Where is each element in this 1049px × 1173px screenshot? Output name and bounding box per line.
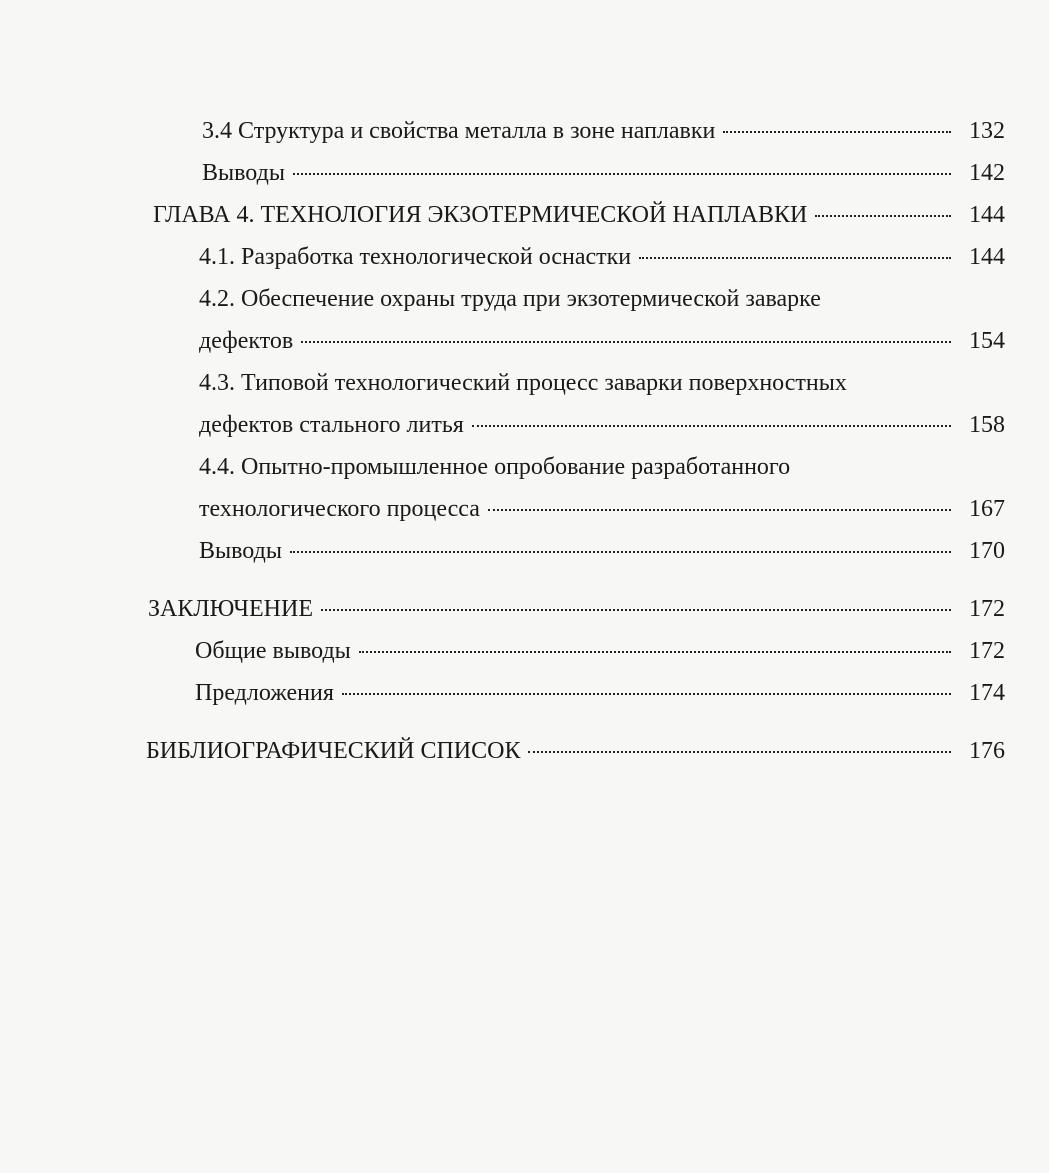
toc-entry [199,326,1005,356]
toc-entry-continuation: дефектов стального литья [199,412,464,438]
toc-entry-text: ЗАКЛЮЧЕНИЕ [148,596,313,622]
toc-leader-dots [472,425,951,427]
toc-page-number: 142 [969,160,1005,186]
toc-page-number: 158 [969,412,1005,438]
toc-page-number: 132 [969,118,1005,144]
toc-leader-dots [301,341,951,343]
toc-entry [199,242,1005,272]
toc-entry-continuation: технологического процесса [199,496,480,522]
toc-entry [199,410,1005,440]
toc-page-number: 167 [969,496,1005,522]
toc-entry-text: Предложения [195,680,334,706]
toc-leader-dots [290,551,951,553]
toc-entry-text: Выводы [202,160,285,186]
toc-leader-dots [293,173,951,175]
toc-entry-text: ГЛАВА 4. ТЕХНОЛОГИЯ ЭКЗОТЕРМИЧЕСКОЙ НАПЛАВКИ [153,202,808,228]
toc-leader-dots [639,257,951,259]
toc-leader-dots [321,609,951,611]
toc-entry-text: 4.1. Разработка технологической оснастки [199,244,632,270]
toc-chapter-entry [148,594,1005,624]
toc-entry [202,158,1005,188]
toc-leader-dots [342,693,951,695]
toc-entry [195,636,1005,666]
toc-page-number: 144 [969,244,1005,270]
toc-page-number: 172 [969,596,1005,622]
toc-entry [199,536,1005,566]
toc-page-number: 176 [969,738,1005,764]
toc-leader-dots [528,751,951,753]
toc-leader-dots [815,215,951,217]
toc-page-number: 170 [969,538,1005,564]
toc-entry-text: 4.3. Типовой технологический процесс заварки поверхностных [199,370,847,396]
toc-entry [202,116,1005,146]
toc-chapter-entry [153,200,1005,230]
toc-entry [199,494,1005,524]
toc-entry-text: 3.4 Структура и свойства металла в зоне наплавки [202,118,716,144]
toc-leader-dots [723,131,951,133]
toc-page-number: 154 [969,328,1005,354]
toc-chapter-entry [146,736,1005,766]
toc-leader-dots [359,651,951,653]
toc-entry-text: 4.4. Опытно-промышленное опробование разработанного [199,454,791,480]
toc-page-number: 144 [969,202,1005,228]
toc-entry-continuation: дефектов [199,328,294,354]
toc-entry-text: БИБЛИОГРАФИЧЕСКИЙ СПИСОК [146,738,521,764]
toc-entry-text: 4.2. Обеспечение охраны труда при экзотермической заварке [199,286,821,312]
toc-leader-dots [488,509,951,511]
toc-entry-text: Выводы [199,538,282,564]
toc-entry [195,678,1005,708]
toc-entry-text: Общие выводы [195,638,351,664]
toc-page-number: 174 [969,680,1005,706]
toc-page-number: 172 [969,638,1005,664]
